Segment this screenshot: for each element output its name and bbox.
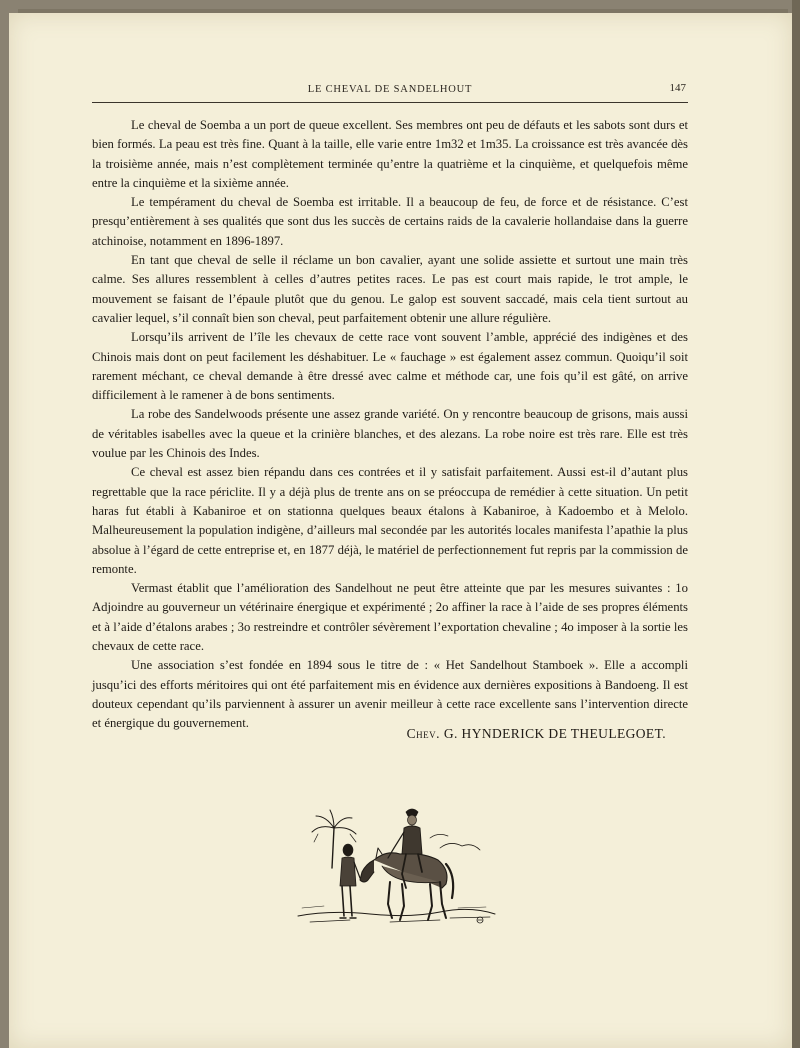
paragraph: En tant que cheval de selle il réclame un bon cavalier, ayant une solide assiette et surtout une main très calme. Ses allures ressemblent à celles d’autres petites races. Le pas est court mais rapide, le trot ample, le mouvement se faisant de l’épaule plutôt que du genou. Le galop est souvent saccadé, mais cela tient surtout au cavalier lequel, s’il connaît bien son cheval, peut parfaitement obtenir une allure régulière. <box>92 253 688 325</box>
signature-prefix: Chev. <box>406 726 441 741</box>
header-rule <box>92 102 688 103</box>
signature-name: G. HYNDERICK DE THEULEGOET. <box>443 726 666 741</box>
running-title: LE CHEVAL DE SANDELHOUT <box>307 84 473 95</box>
author-signature <box>92 726 666 742</box>
paragraph: Vermast établit que l’amélioration des Sandelhout ne peut être atteinte que par les mesures suivantes : 1o Adjoindre au gouverneur un vétérinaire énergique et expérimenté ; 2o affiner la race à l’aide de ses propres éléments et à l’aide d’étalons arabes ; 3o restreindre et contrôler sévèrement l’exportation chevaline ; 4o imposer à la sortie les chevaux de cette race. <box>92 581 688 654</box>
horse-rider-illustration-icon <box>290 798 500 938</box>
page-number: 147 <box>669 82 686 94</box>
paragraph: Le tempérament du cheval de Soemba est irritable. Il a beaucoup de feu, de force et de résistance. C’est presqu’entièrement à ses qualités que sont dus les succès de certains raids de la cavalerie hollandaise dans la guerre atchinoise, notamment en 1896-1897. <box>92 195 688 248</box>
paragraph: La robe des Sandelwoods présente une assez grande variété. On y rencontre beaucoup de grisons, mais aussi de véritables isabelles avec la queue et la crinière blanches, et des alezans. La robe noire est très rare. Elle est très voulue par les Chinois des Indes. <box>92 407 688 461</box>
article-body <box>92 116 688 734</box>
paragraph: Ce cheval est assez bien répandu dans ces contrées et il y satisfait parfaitement. Aussi est-il d’autant plus regrettable que la race périclite. Il y a déjà plus de trente ans on se préoccupa de remédier à cette situation. Un petit haras fut établi à Kabaniroe et on stationna quelques beaux étalons à Kabaniroe, à Kadoembo et à Melolo. Malheureusement la population indigène, d’ailleurs mal secondée par les autorités locales manifesta l’apathie la plus absolue à l’égard de cette entreprise et, en 1877 déjà, le matériel de perfectionnement fut repris par la commission de remonte. <box>92 465 688 576</box>
page-header <box>92 82 688 102</box>
paragraph: Lorsqu’ils arrivent de l’île les chevaux de cette race vont souvent l’amble, apprécié des indigènes et des Chinois mais dont on peut facilement les déshabituer. Le « fauchage » est également assez commun. Quoiqu’il soit rarement méchant, ce cheval demande à être dressé avec calme et méthode car, une fois qu’il est gâté, on arrive difficilement à le ramener à de bons sentiments. <box>92 330 688 403</box>
page-edge-right <box>792 0 800 1048</box>
paragraph: Le cheval de Soemba a un port de queue excellent. Ses membres ont peu de défauts et les sabots sont durs et bien formés. La peau est très fine. Quant à la taille, elle varie entre 1m32 et 1m35. La croissance est très avancée dès la troisième année, mais n’est complètement terminée qu’entre la quatrième et la cinquième, et quelquefois même entre la cinquième et la sixième année. <box>92 118 688 190</box>
paragraph: Une association s’est fondée en 1894 sous le titre de : « Het Sandelhout Stamboek ». Elle a accompli jusqu’ici des efforts méritoires qui ont été parfaitement mis en évidence aux dernières expositions à Bandoeng. Il est douteux cependant qu’ils parviennent à assurer un avenir meilleur à cette race excellente sans l’intervention directe et énergique du gouvernement. <box>92 658 688 731</box>
